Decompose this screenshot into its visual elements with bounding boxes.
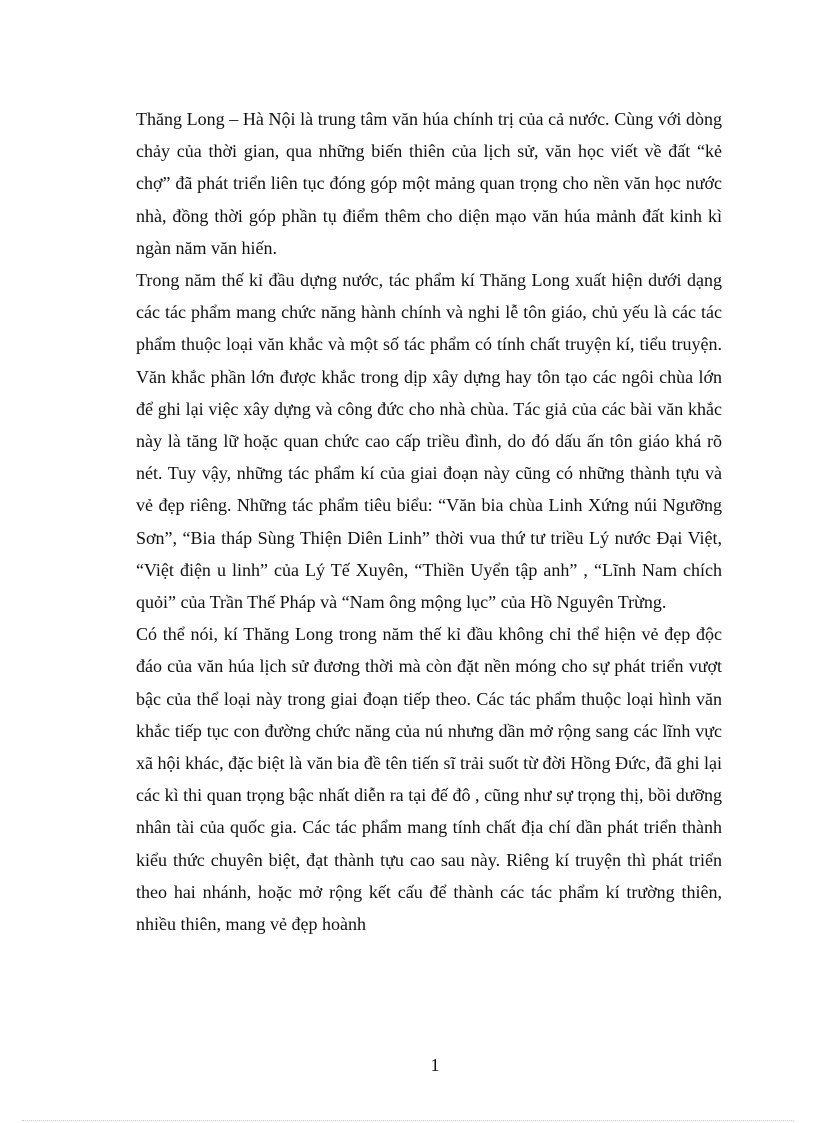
page-edge-divider: [22, 1120, 794, 1121]
paragraph-1: Thăng Long – Hà Nội là trung tâm văn húa chính trị của cả nước. Cùng với dòng chảy của thời gian, qua những biến thiên của lịch sử, văn học viết về đất “kẻ chợ” đã phát triển liên tục đóng góp một mảng quan trọng cho nền văn học nước nhà, đồng thời góp phần tụ điểm thêm cho diện mạo văn húa mảnh đất kinh kì ngàn năm văn hiến.: [136, 109, 722, 258]
body-text: [136, 103, 722, 940]
page-number: 1: [430, 1055, 440, 1075]
paragraph-3: Có thể nói, kí Thăng Long trong năm thế kỉ đầu không chỉ thể hiện vẻ đẹp độc đáo của văn húa lịch sử đương thời mà còn đặt nền móng cho sự phát triển vượt bậc của thể loại này trong giai đoạn tiếp theo. Các tác phẩm thuộc loại hình văn khắc tiếp tục con đường chức năng của nú nhưng dần mở rộng sang các lĩnh vực xã hội khác, đặc biệt là văn bia đề tên tiến sĩ trải suốt từ đời Hồng Đức, đã ghi lại các kì thi quan trọng bậc nhất diễn ra tại đế đô , cũng như sự trọng thị, bồi dưỡng nhân tài của quốc gia. Các tác phẩm mang tính chất địa chí dần phát triển thành kiểu thức chuyên biệt, đạt thành tựu cao sau này. Riêng kí truyện thì phát triển theo hai nhánh, hoặc mở rộng kết cấu để thành các tác phẩm kí trường thiên, nhiều thiên, mang vẻ đẹp hoành: [136, 624, 722, 935]
paragraph-2: Trong năm thế kỉ đầu dựng nước, tác phẩm kí Thăng Long xuất hiện dưới dạng các tác phẩm mang chức năng hành chính và nghi lễ tôn giáo, chủ yếu là các tác phẩm thuộc loại văn khắc và một số tác phẩm có tính chất truyện kí, tiểu truyện. Văn khắc phần lớn được khắc trong dịp xây dựng hay tôn tạo các ngôi chùa lớn để ghi lại việc xây dựng và công đức cho nhà chùa. Tác giả của các bài văn khắc này là tăng lữ hoặc quan chức cao cấp triều đình, do đó dấu ấn tôn giáo khá rõ nét. Tuy vậy, những tác phẩm kí của giai đoạn này cũng có những thành tựu và vẻ đẹp riêng. Những tác phẩm tiêu biểu: “Văn bia chùa Linh Xứng núi Ngưỡng Sơn”, “Bia tháp Sùng Thiện Diên Linh” thời vua thứ tư triều Lý nước Đại Việt, “Việt điện u linh” của Lý Tế Xuyên, “Thiền Uyển tập anh” , “Lĩnh Nam chích quỏi” của Trần Thế Pháp và “Nam ông mộng lục” của Hồ Nguyên Trừng.: [136, 270, 722, 613]
